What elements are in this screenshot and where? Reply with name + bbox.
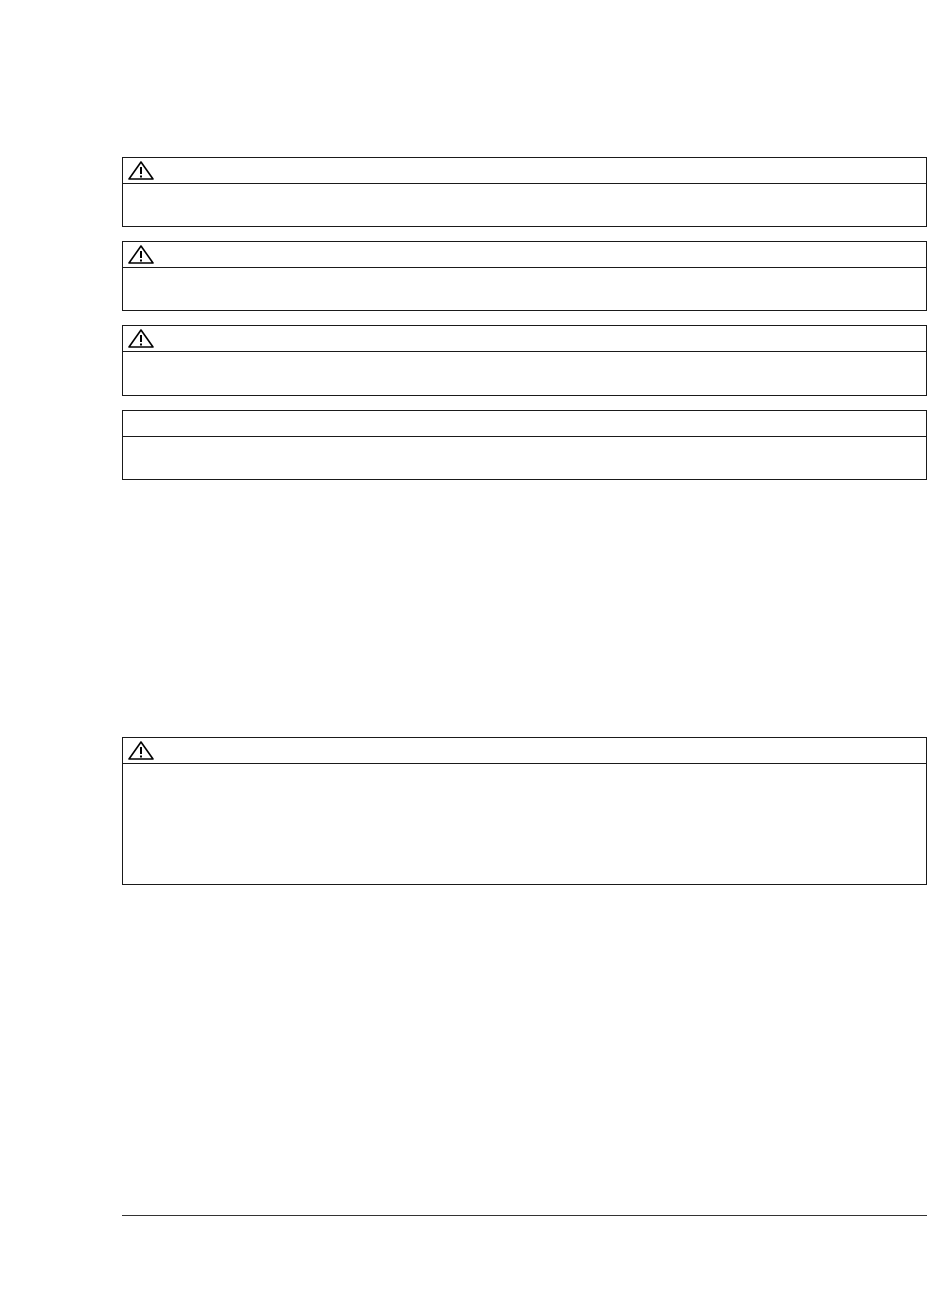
warning-notice-5: [122, 737, 927, 885]
notice-header: [123, 411, 926, 437]
warning-triangle-icon: [127, 740, 155, 761]
footer-divider: [122, 1215, 927, 1216]
warning-triangle-icon: [127, 160, 155, 181]
notice-body: [123, 352, 926, 364]
warning-notice-1: [122, 157, 927, 227]
notice-header: [123, 738, 926, 764]
notice-header: [123, 242, 926, 268]
notice-header: [123, 326, 926, 352]
notice-body: [123, 437, 926, 449]
notice-header: [123, 158, 926, 184]
warning-notice-2: [122, 241, 927, 311]
warning-notice-3: [122, 325, 927, 396]
notice-4: [122, 410, 927, 480]
warning-triangle-icon: [127, 328, 155, 349]
notice-body: [123, 764, 926, 776]
warning-triangle-icon: [127, 244, 155, 265]
notice-body: [123, 184, 926, 196]
notice-body: [123, 268, 926, 280]
